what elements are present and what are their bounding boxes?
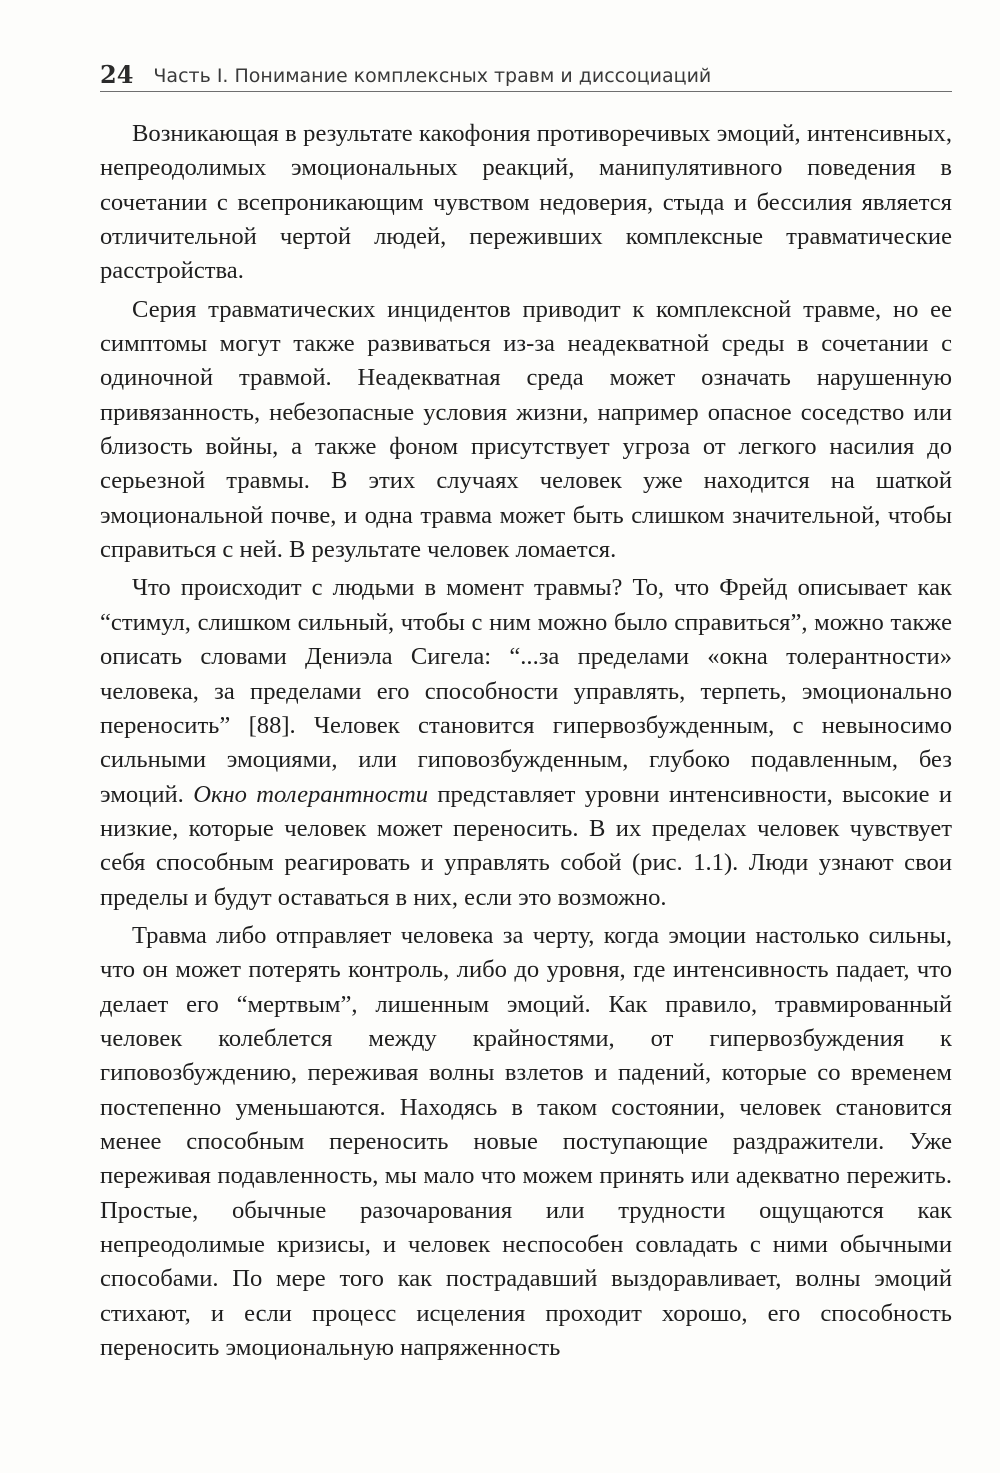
term-emphasis: Окно толерантности	[193, 780, 429, 808]
chapter-title: Часть I. Понимание комплексных травм и диссоциаций	[153, 65, 712, 87]
paragraph: Возникающая в результате какофония противоречивых эмоций, интенсивных, непреодолимых эмоциональных реакций, манипулятивного поведения в сочетании с всепроникающим чувством недоверия, стыда и бессилия является отличительной чертой людей, переживших комплексные травматические расстройства.	[100, 120, 952, 285]
paragraph	[100, 571, 952, 914]
paragraph-text: Что происходит с людьми в момент травмы? То, что Фрейд описывает как “стимул, слишком сильный, чтобы с ним можно было справиться”, можно также описать словами Дениэла Сигела: “...за пределами «окна толерантности» человека, за пределами его способности управлять, терпеть, эмоционально переносить” [88]. Человек становится гипервозбужденным, с невыносимо сильными эмоциями, или гиповозбужденным, глубоко подавленным, без эмоций.	[100, 574, 952, 808]
paragraph: Травма либо отправляет человека за черту, когда эмоции настолько сильны, что он может потерять контроль, либо до уровня, где интенсивность падает, что делает его “мертвым”, лишенным эмоций. Как правило, травмированный человек колеблется между крайностями, от гипервозбуждения к гиповозбуждению, переживая волны взлетов и падений, которые со временем постепенно уменьшаются. Находясь в таком состоянии, человек становится менее способным переносить новые поступающие раздражители. Уже переживая подавленность, мы мало что можем принять или адекватно пережить. Простые, обычные разочарования или трудности ощущаются как непреодолимые кризисы, и человек неспособен совладать с ними обычными способами. По мере того как пострадавший выздоравливает, волны эмоций стихают, и если процесс исцеления проходит хорошо, его способность переносить эмоциональную напряженность	[100, 921, 952, 1362]
paragraph-text: представляет уровни интенсивности, высокие и низкие, которые человек может переносить. В их пределах человек чувствует себя способным реагировать и управлять собой (рис. 1.1). Люди узнают свои пределы и будут оставаться в них, если это возможно.	[100, 780, 953, 911]
running-header	[100, 58, 952, 92]
page-number: 24	[100, 60, 134, 89]
paragraph: Серия травматических инцидентов приводит к комплексной травме, но ее симптомы могут также развиваться из-за неадекватной среды в сочетании с одиночной травмой. Неадекватная среда может означать нарушенную привязанность, небезопасные условия жизни, например опасное соседство или близость войны, а также фоном присутствует угроза от легкого насилия до серьезной травмы. В этих случаях человек уже находится на шаткой эмоциональной почве, и одна травма может быть слишком значительной, чтобы справиться с ней. В результате человек ломается.	[100, 295, 952, 564]
body-text	[100, 117, 952, 1369]
